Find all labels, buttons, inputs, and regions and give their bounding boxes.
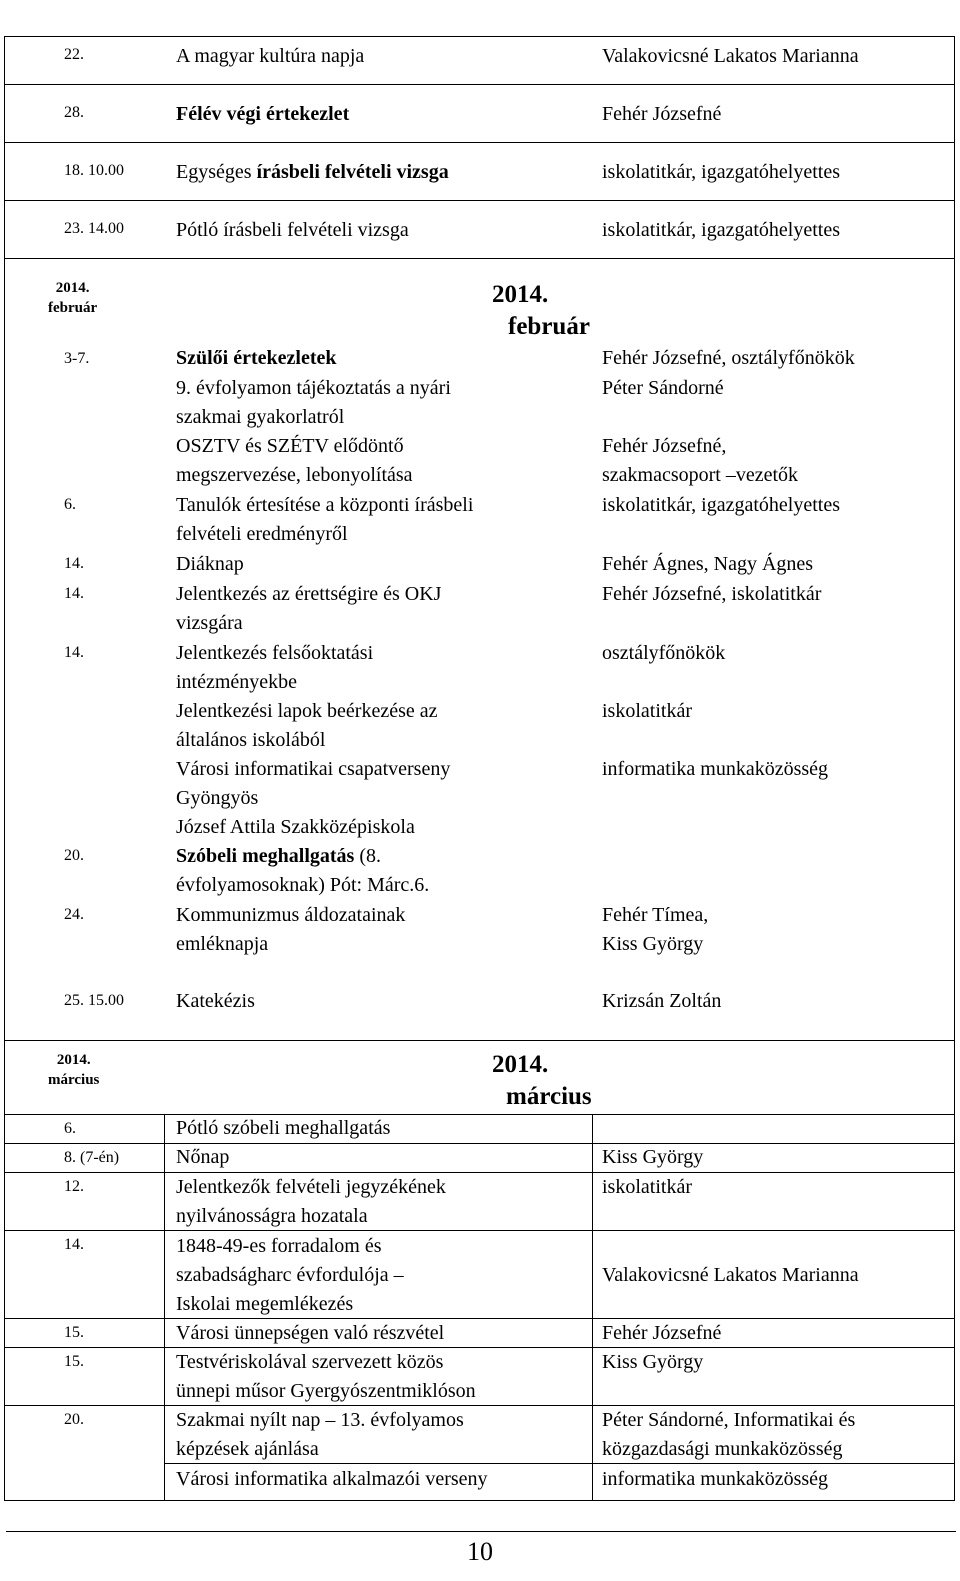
jan-row4-responsible: iskolatitkár, igazgatóhelyettes (602, 219, 841, 241)
feb-row7-event-line2: intézményekbe (176, 671, 298, 693)
mar-row3-event-line1: Jelentkezők felvételi jegyzékének (176, 1176, 446, 1198)
event-text: (8. (354, 845, 382, 867)
march-side-month: március (48, 1072, 100, 1088)
feb-row6-responsible: Fehér Józsefné, iskolatitkár (602, 583, 822, 605)
february-side-year: 2014. (55, 280, 90, 296)
row-divider (4, 258, 955, 259)
feb-row11-responsible-line2: Kiss György (602, 933, 704, 955)
feb-row11-event-line1: Kommunizmus áldozatainak (176, 904, 406, 926)
feb-row3-responsible-line1: Fehér Józsefné, (602, 435, 727, 457)
feb-row11-event-line2: emléknapja (176, 933, 269, 955)
footer-divider (6, 1531, 956, 1532)
mar-row2-responsible: Kiss György (602, 1146, 704, 1168)
row-divider (4, 1114, 955, 1115)
feb-row6-date: 14. (64, 585, 84, 602)
column-divider (164, 1114, 165, 1500)
feb-row3-event-line1: OSZTV és SZÉTV elődöntő (176, 435, 404, 457)
feb-row9-event-line2: Gyöngyös (176, 787, 259, 809)
row-divider (4, 84, 955, 85)
mar-row5-responsible: Fehér Józsefné (602, 1322, 722, 1344)
mar-row8-event: Városi informatika alkalmazói verseny (176, 1468, 488, 1490)
row-divider (4, 1040, 955, 1041)
feb-row10-event-line2: évfolyamosoknak) Pót: Márc.6. (176, 874, 430, 896)
mar-row6-date: 15. (64, 1353, 84, 1370)
page-number: 10 (467, 1537, 493, 1566)
table-right-border (954, 36, 955, 1501)
feb-row7-event-line1: Jelentkezés felsőoktatási (176, 642, 374, 664)
mar-row6-event-line2: ünnepi műsor Gyergyószentmiklóson (176, 1380, 476, 1402)
mar-row7-responsible-line1: Péter Sándorné, Informatikai és (602, 1409, 856, 1431)
table-top-border (4, 36, 955, 37)
jan-row2-responsible: Fehér Józsefné (602, 103, 722, 125)
feb-row4-event-line2: felvételi eredményről (176, 523, 348, 545)
jan-row3-event (176, 158, 449, 187)
event-strong-text: Szóbeli meghallgatás (176, 845, 355, 867)
feb-row4-date: 6. (64, 496, 76, 513)
mar-row4-event-line1: 1848-49-es forradalom és (176, 1235, 382, 1257)
feb-row8-responsible: iskolatitkár (602, 700, 692, 722)
feb-row6-event-line2: vizsgára (176, 612, 243, 634)
feb-row2-responsible: Péter Sándorné (602, 377, 724, 399)
feb-row5-event: Diáknap (176, 553, 244, 575)
feb-row8-event-line1: Jelentkezési lapok beérkezése az (176, 700, 438, 722)
mar-row3-date: 12. (64, 1178, 84, 1195)
february-side-label (48, 278, 97, 318)
jan-row3-responsible: iskolatitkár, igazgatóhelyettes (602, 161, 841, 183)
feb-row7-date: 14. (64, 644, 84, 661)
feb-row11-date: 24. (64, 906, 84, 923)
mar-row2-date: 8. (7-én) (64, 1149, 120, 1166)
mar-row4-date: 14. (64, 1236, 84, 1253)
feb-row2-event-line1: 9. évfolyamon tájékoztatás a nyári (176, 377, 451, 399)
february-heading-month: február (508, 313, 590, 340)
march-side-year: 2014. (56, 1052, 91, 1068)
feb-row12-responsible: Krizsán Zoltán (602, 990, 722, 1012)
row-divider (4, 1143, 955, 1144)
row-divider (4, 200, 955, 201)
mar-row7-event-line2: képzések ajánlása (176, 1438, 319, 1460)
jan-row2-event: Félév végi értekezlet (176, 103, 350, 125)
feb-row3-responsible-line2: szakmacsoport –vezetők (602, 464, 799, 486)
feb-row10-date: 20. (64, 847, 84, 864)
feb-row10-event-line1 (176, 842, 381, 871)
row-divider (4, 1347, 955, 1348)
mar-row3-responsible: iskolatitkár (602, 1176, 692, 1198)
feb-row4-event-line1: Tanulók értesítése a központi írásbeli (176, 494, 474, 516)
jan-row4-date: 23. 14.00 (64, 220, 124, 237)
feb-row11-responsible-line1: Fehér Tímea, (602, 904, 709, 926)
mar-row7-event-line1: Szakmai nyílt nap – 13. évfolyamos (176, 1409, 464, 1431)
mar-row5-event: Városi ünnepségen való részvétel (176, 1322, 445, 1344)
march-heading-month: március (506, 1083, 592, 1110)
feb-row4-responsible: iskolatitkár, igazgatóhelyettes (602, 494, 841, 516)
row-divider (4, 1318, 955, 1319)
feb-row9-responsible: informatika munkaközösség (602, 758, 829, 780)
event-text: Egységes (176, 161, 257, 183)
jan-row1-date: 22. (64, 46, 84, 63)
row-divider (4, 1172, 955, 1173)
feb-row1-event: Szülői értekezletek (176, 347, 337, 369)
mar-row1-date: 6. (64, 1120, 76, 1137)
feb-row9-event-line1: Városi informatikai csapatverseny (176, 758, 451, 780)
feb-row9-event-line3: József Attila Szakközépiskola (176, 816, 415, 838)
feb-row12-date: 25. 15.00 (64, 992, 124, 1009)
mar-row2-event: Nőnap (176, 1146, 230, 1168)
mar-row6-responsible: Kiss György (602, 1351, 704, 1373)
feb-row2-event-line2: szakmai gyakorlatról (176, 406, 345, 428)
feb-row5-responsible: Fehér Ágnes, Nagy Ágnes (602, 553, 814, 575)
mar-row4-responsible: Valakovicsné Lakatos Marianna (602, 1264, 859, 1286)
feb-row3-event-line2: megszervezése, lebonyolítása (176, 464, 413, 486)
feb-row12-event: Katekézis (176, 990, 255, 1012)
mar-row1-event: Pótló szóbeli meghallgatás (176, 1117, 391, 1139)
jan-row3-date: 18. 10.00 (64, 162, 124, 179)
table-bottom-border (4, 1500, 955, 1501)
jan-row4-event: Pótló írásbeli felvételi vizsga (176, 219, 409, 241)
jan-row2-date: 28. (64, 104, 84, 121)
jan-row1-event: A magyar kultúra napja (176, 45, 365, 67)
table-left-border (4, 36, 5, 1501)
mar-row7-responsible-line2: közgazdasági munkaközösség (602, 1438, 843, 1460)
mar-row4-event-line3: Iskolai megemlékezés (176, 1293, 354, 1315)
mar-row7-date: 20. (64, 1411, 84, 1428)
event-strong-text: írásbeli felvételi vizsga (256, 161, 449, 183)
feb-row7-responsible: osztályfőnökök (602, 642, 726, 664)
jan-row1-responsible: Valakovicsné Lakatos Marianna (602, 45, 859, 67)
feb-row5-date: 14. (64, 555, 84, 572)
february-heading-year: 2014. (492, 281, 549, 308)
mar-row5-date: 15. (64, 1324, 84, 1341)
feb-row6-event-line1: Jelentkezés az érettségire és OKJ (176, 583, 442, 605)
column-divider (592, 1114, 593, 1500)
mar-row3-event-line2: nyilvánosságra hozatala (176, 1205, 368, 1227)
feb-row1-responsible: Fehér Józsefné, osztályfőnökök (602, 347, 855, 369)
mar-row6-event-line1: Testvériskolával szervezett közös (176, 1351, 444, 1373)
feb-row8-event-line2: általános iskolából (176, 729, 326, 751)
march-side-label (48, 1050, 99, 1090)
march-heading-year: 2014. (492, 1051, 549, 1078)
feb-row1-date: 3-7. (64, 350, 90, 367)
mar-row4-event-line2: szabadságharc évfordulója – (176, 1264, 404, 1286)
february-side-month: február (48, 300, 98, 316)
row-divider (4, 142, 955, 143)
mar-row8-responsible: informatika munkaközösség (602, 1468, 829, 1490)
row-divider (4, 1230, 955, 1231)
